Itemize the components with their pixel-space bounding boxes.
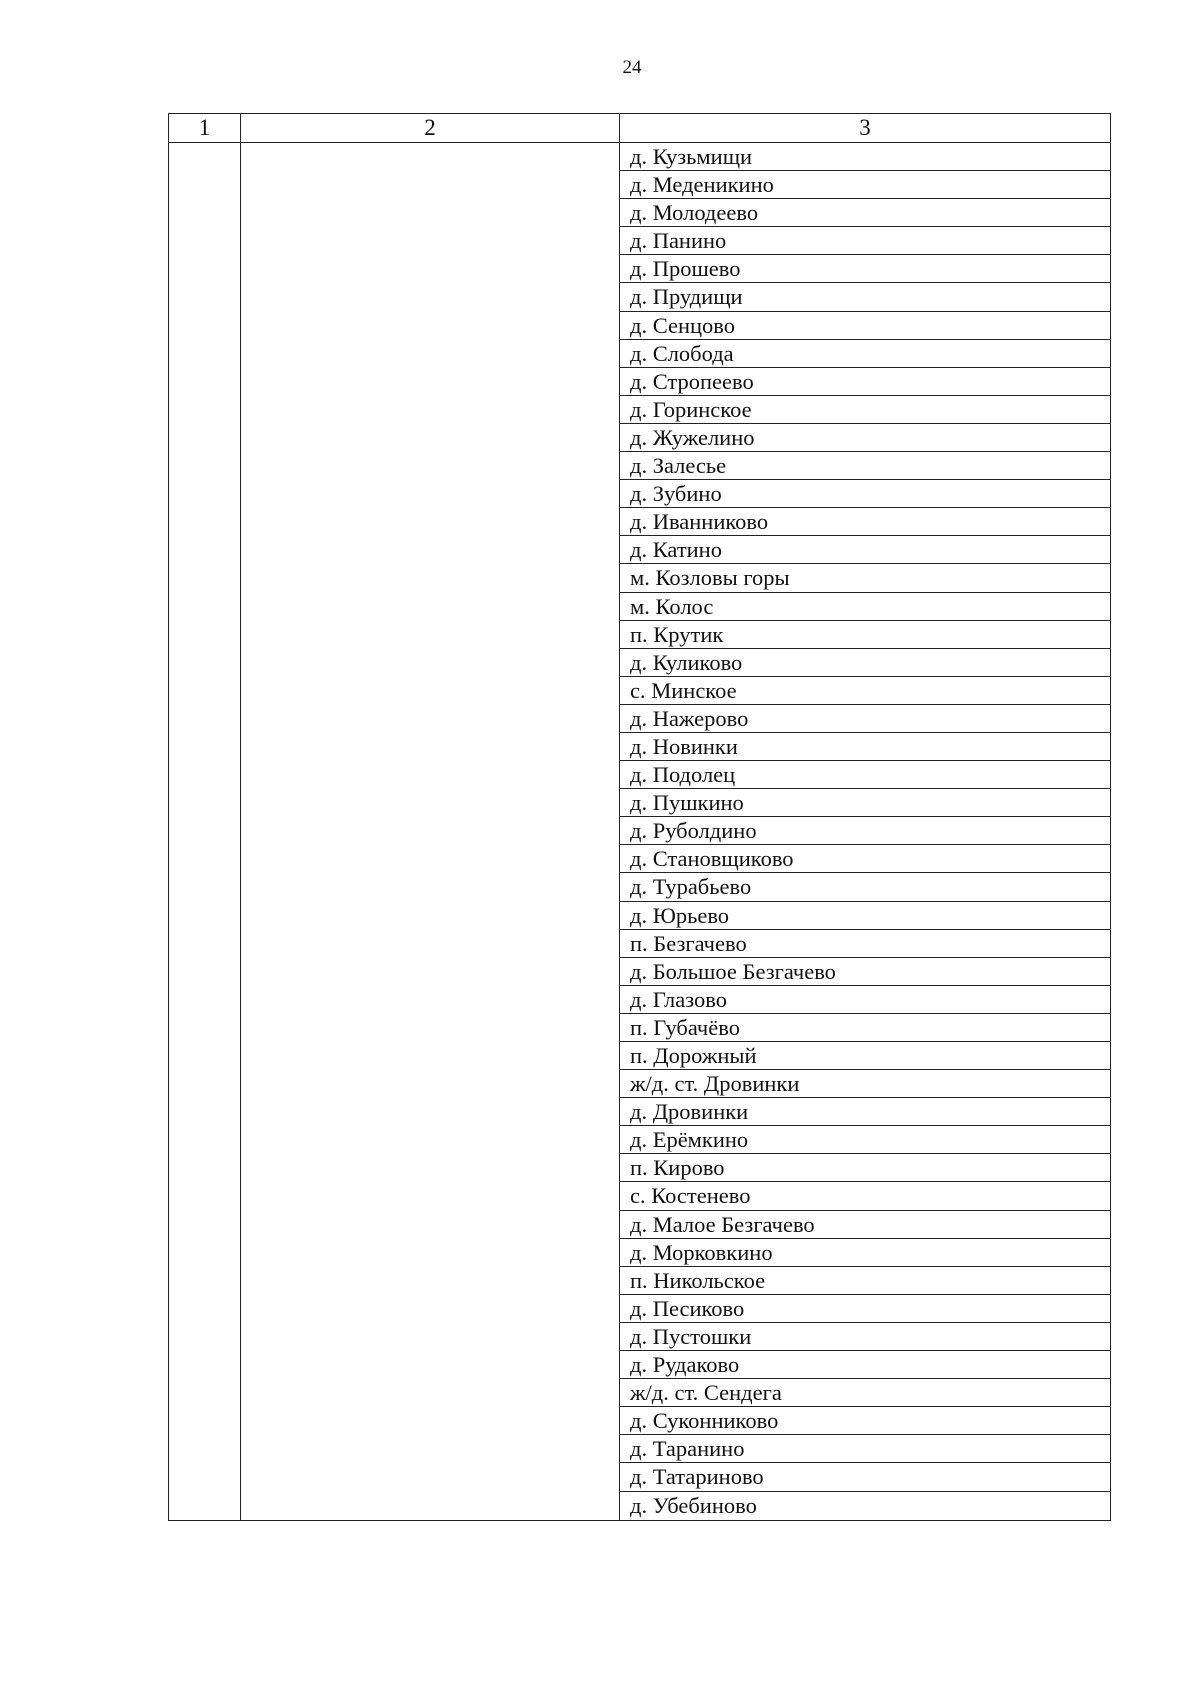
settlements-table	[168, 113, 1111, 1521]
settlement-item: п. Никольское	[620, 1267, 1110, 1295]
column-header-1: 1	[169, 114, 241, 143]
settlement-item: д. Стропеево	[620, 368, 1110, 396]
settlement-item: д. Малое Безгачево	[620, 1211, 1110, 1239]
settlement-item: д. Убебиново	[630, 1492, 757, 1518]
table-cell-col1	[169, 143, 241, 1521]
settlement-item: д. Суконниково	[620, 1407, 1110, 1435]
settlement-item: д. Панино	[620, 227, 1110, 255]
settlement-item: д. Подолец	[620, 761, 1110, 789]
table-header-row	[169, 114, 1111, 143]
settlement-item: д. Становщиково	[620, 845, 1110, 873]
settlement-item: д. Меденикино	[620, 171, 1110, 199]
page-number: 24	[622, 57, 642, 78]
settlement-list	[620, 143, 1110, 1520]
settlement-item: п. Безгачево	[620, 930, 1110, 958]
settlement-item: д. Пушкино	[620, 789, 1110, 817]
column-header-3: 3	[620, 114, 1111, 143]
settlement-item: д. Песиково	[620, 1295, 1110, 1323]
settlement-item: д. Молодеево	[620, 199, 1110, 227]
settlement-item: д. Глазово	[620, 986, 1110, 1014]
settlement-item: д. Татариново	[620, 1463, 1110, 1491]
settlement-item: д. Жужелино	[620, 424, 1110, 452]
column-header-2: 2	[241, 114, 620, 143]
settlement-item: п. Губачёво	[620, 1014, 1110, 1042]
settlement-item: м. Колос	[620, 593, 1110, 621]
settlement-item: д. Катино	[620, 536, 1110, 564]
settlement-item: д. Иванниково	[620, 508, 1110, 536]
settlement-item: ж/д. ст. Сендега	[620, 1379, 1110, 1407]
settlement-item: д. Кузьмищи	[620, 143, 1110, 171]
settlement-item: д. Пустошки	[620, 1323, 1110, 1351]
settlement-item: д. Новинки	[620, 733, 1110, 761]
settlement-item: д. Прошево	[620, 255, 1110, 283]
settlement-item: д. Горинское	[620, 396, 1110, 424]
settlement-item: с. Минское	[620, 677, 1110, 705]
settlement-item: д. Рудаково	[620, 1351, 1110, 1379]
settlement-item: д. Ерёмкино	[620, 1126, 1110, 1154]
settlement-item: д. Залесье	[620, 452, 1110, 480]
settlement-item: д. Большое Безгачево	[620, 958, 1110, 986]
settlement-item: д. Турабьево	[620, 873, 1110, 901]
settlement-item: д. Юрьево	[620, 902, 1110, 930]
settlement-item: д. Слобода	[620, 340, 1110, 368]
settlement-item: д. Морковкино	[620, 1239, 1110, 1267]
settlement-item: п. Крутик	[620, 621, 1110, 649]
settlement-item: ж/д. ст. Дровинки	[620, 1070, 1110, 1098]
settlement-item: м. Козловы горы	[620, 564, 1110, 592]
settlement-item: д. Дровинки	[620, 1098, 1110, 1126]
settlement-item: п. Кирово	[620, 1154, 1110, 1182]
settlement-item: д. Зубино	[620, 480, 1110, 508]
settlement-item: д. Сенцово	[620, 312, 1110, 340]
settlement-item: п. Дорожный	[620, 1042, 1110, 1070]
table-cell-col2	[241, 143, 620, 1521]
settlement-item: д. Нажерово	[620, 705, 1110, 733]
table-cell-settlements	[620, 143, 1111, 1521]
settlement-item: д. Таранино	[620, 1435, 1110, 1463]
settlement-item: д. Прудищи	[620, 283, 1110, 311]
table-row	[169, 143, 1111, 1521]
settlement-item: д. Куликово	[620, 649, 1110, 677]
settlement-item: с. Костенево	[620, 1182, 1110, 1210]
settlement-item: д. Руболдино	[620, 817, 1110, 845]
